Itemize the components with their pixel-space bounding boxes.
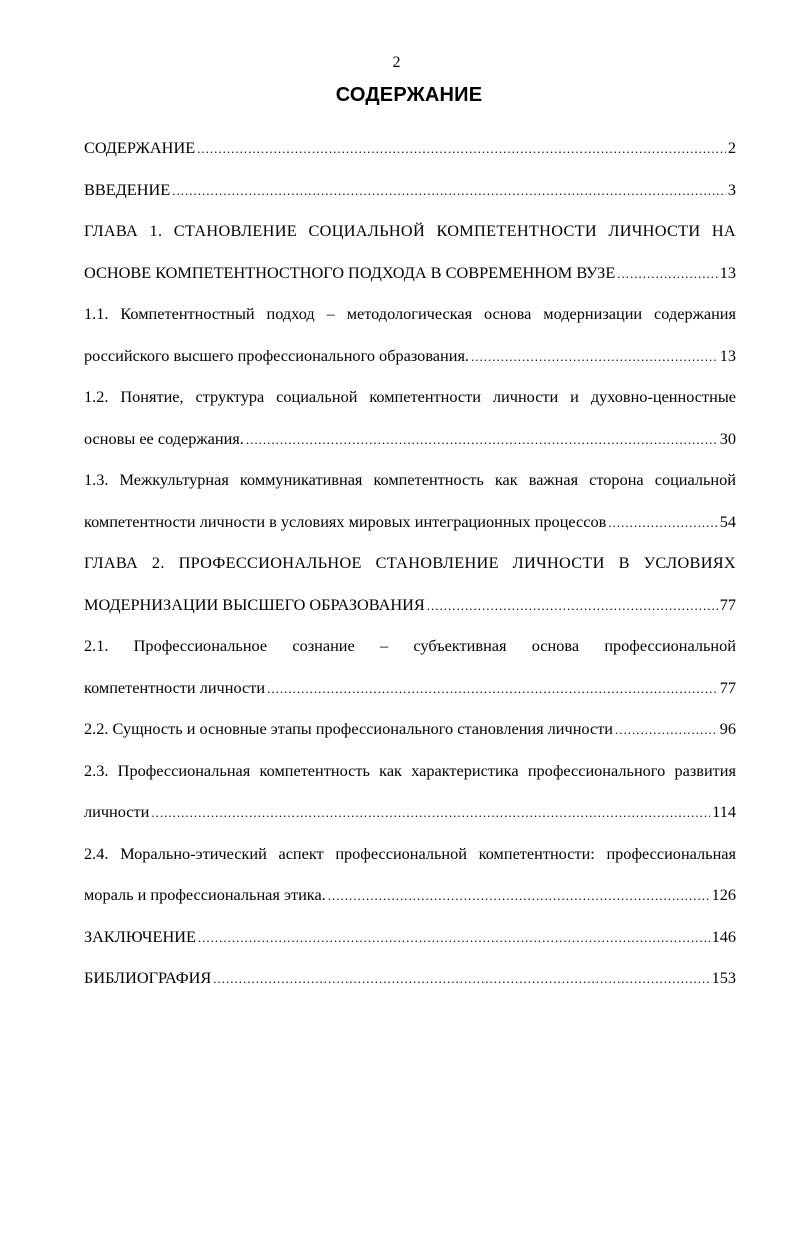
- toc-entry-last-line: [84, 874, 736, 916]
- toc-page-number: 146: [711, 926, 736, 946]
- toc-entry-label: личности: [84, 802, 150, 821]
- toc-entry-label: мораль и профессиональная этика.: [84, 885, 326, 904]
- toc-entry-line: 2.4. Морально-этический аспект профессиональной компетентности: профессиональная: [84, 843, 736, 863]
- toc-entry-section-1-3[interactable]: [84, 459, 736, 542]
- toc-entry-section-2-3[interactable]: [84, 750, 736, 833]
- toc-entry-bibliography[interactable]: [84, 957, 736, 999]
- toc-entry-last-line: [84, 501, 736, 543]
- toc-page-number: 114: [712, 802, 736, 821]
- toc-leader-dots: [172, 170, 726, 211]
- toc-page-number: 54: [719, 511, 736, 531]
- toc-entry-line: 1.2. Понятие, структура социальной компетентности личности и духовно-ценностные: [84, 387, 736, 406]
- toc-page-number: 77: [719, 677, 736, 697]
- toc-entry-line: 1.3. Межкультурная коммуникативная компетентность как важная сторона социальной: [84, 470, 736, 489]
- page-number: 2: [392, 54, 401, 71]
- toc-entry-label: основы ее содержания.: [84, 428, 244, 448]
- toc-page-number: 77: [719, 594, 736, 614]
- toc-entry-last-line: [84, 791, 736, 833]
- toc-page-number: 3: [727, 179, 736, 199]
- toc-entry-section-2-2[interactable]: [84, 708, 736, 750]
- toc-page-number: 126: [711, 885, 736, 904]
- toc-entry-section-2-4[interactable]: [84, 833, 736, 916]
- toc-leader-dots: [197, 128, 726, 169]
- toc-entry-label: ВВЕДЕНИЕ: [84, 179, 171, 199]
- toc-leader-dots: [617, 253, 717, 294]
- toc-leader-dots: [246, 419, 718, 460]
- toc-entry-last-line: [84, 584, 736, 626]
- toc-leader-dots: [427, 585, 718, 626]
- toc-entry-last-line: [84, 667, 736, 709]
- toc-page-number: 13: [719, 262, 736, 282]
- toc-entry-label: ЗАКЛЮЧЕНИЕ: [84, 926, 196, 946]
- toc-page-number: 96: [719, 719, 736, 738]
- toc-entry-introduction[interactable]: [84, 169, 736, 211]
- toc-leader-dots: [471, 336, 718, 377]
- toc-entry-last-line: [84, 335, 736, 377]
- toc-entry-chapter-1[interactable]: [84, 210, 736, 293]
- toc-page-number: 2: [727, 138, 736, 157]
- toc-entry-label: компетентности личности: [84, 677, 266, 697]
- toc-leader-dots: [608, 502, 717, 543]
- toc-entry-label: 2.2. Сущность и основные этапы профессионального становления личности: [84, 719, 614, 738]
- toc-entry-chapter-2[interactable]: [84, 542, 736, 625]
- toc-leader-dots: [151, 792, 710, 833]
- toc-entry-line: ГЛАВА 1. СТАНОВЛЕНИЕ СОЦИАЛЬНОЙ КОМПЕТЕНТНОСТИ ЛИЧНОСТИ НА: [84, 221, 736, 240]
- toc-leader-dots: [267, 668, 718, 709]
- toc-entry-last-line: [84, 418, 736, 460]
- toc-entry-line: ГЛАВА 2. ПРОФЕССИОНАЛЬНОЕ СТАНОВЛЕНИЕ ЛИЧНОСТИ В УСЛОВИЯХ: [84, 553, 736, 572]
- toc-entry-line: 1.1. Компетентностный подход – методологическая основа модернизации содержания: [84, 304, 736, 323]
- toc-page-number: 13: [719, 345, 736, 365]
- toc-entry-contents[interactable]: [84, 127, 736, 169]
- toc-entry-label: БИБЛИОГРАФИЯ: [84, 968, 212, 987]
- toc-page-number: 30: [719, 428, 736, 448]
- toc-entry-label: МОДЕРНИЗАЦИИ ВЫСШЕГО ОБРАЗОВАНИЯ: [84, 594, 425, 614]
- toc-entry-conclusion[interactable]: [84, 916, 736, 958]
- toc-entry-line: 2.1. Профессиональное сознание – субъективная основа профессиональной: [84, 636, 736, 655]
- table-of-contents: [84, 127, 736, 999]
- toc-entry-line: 2.3. Профессиональная компетентность как характеристика профессионального развития: [84, 760, 736, 780]
- toc-entry-label: ОСНОВЕ КОМПЕТЕНТНОСТНОГО ПОДХОДА В СОВРЕМЕННОМ ВУЗЕ: [84, 262, 616, 282]
- toc-entry-label: компетентности личности в условиях мировых интеграционных процессов: [84, 511, 607, 531]
- toc-entry-section-1-1[interactable]: [84, 293, 736, 376]
- page-title: СОДЕРЖАНИЕ: [335, 84, 483, 106]
- toc-leader-dots: [328, 875, 710, 916]
- toc-entry-section-1-2[interactable]: [84, 376, 736, 459]
- toc-leader-dots: [213, 958, 709, 999]
- toc-entry-label: российского высшего профессионального образования.: [84, 345, 470, 365]
- toc-entry-section-2-1[interactable]: [84, 625, 736, 708]
- toc-entry-last-line: [84, 252, 736, 294]
- toc-entry-label: СОДЕРЖАНИЕ: [84, 138, 196, 157]
- toc-leader-dots: [615, 709, 718, 750]
- toc-leader-dots: [198, 917, 710, 958]
- toc-page-number: 153: [711, 968, 736, 987]
